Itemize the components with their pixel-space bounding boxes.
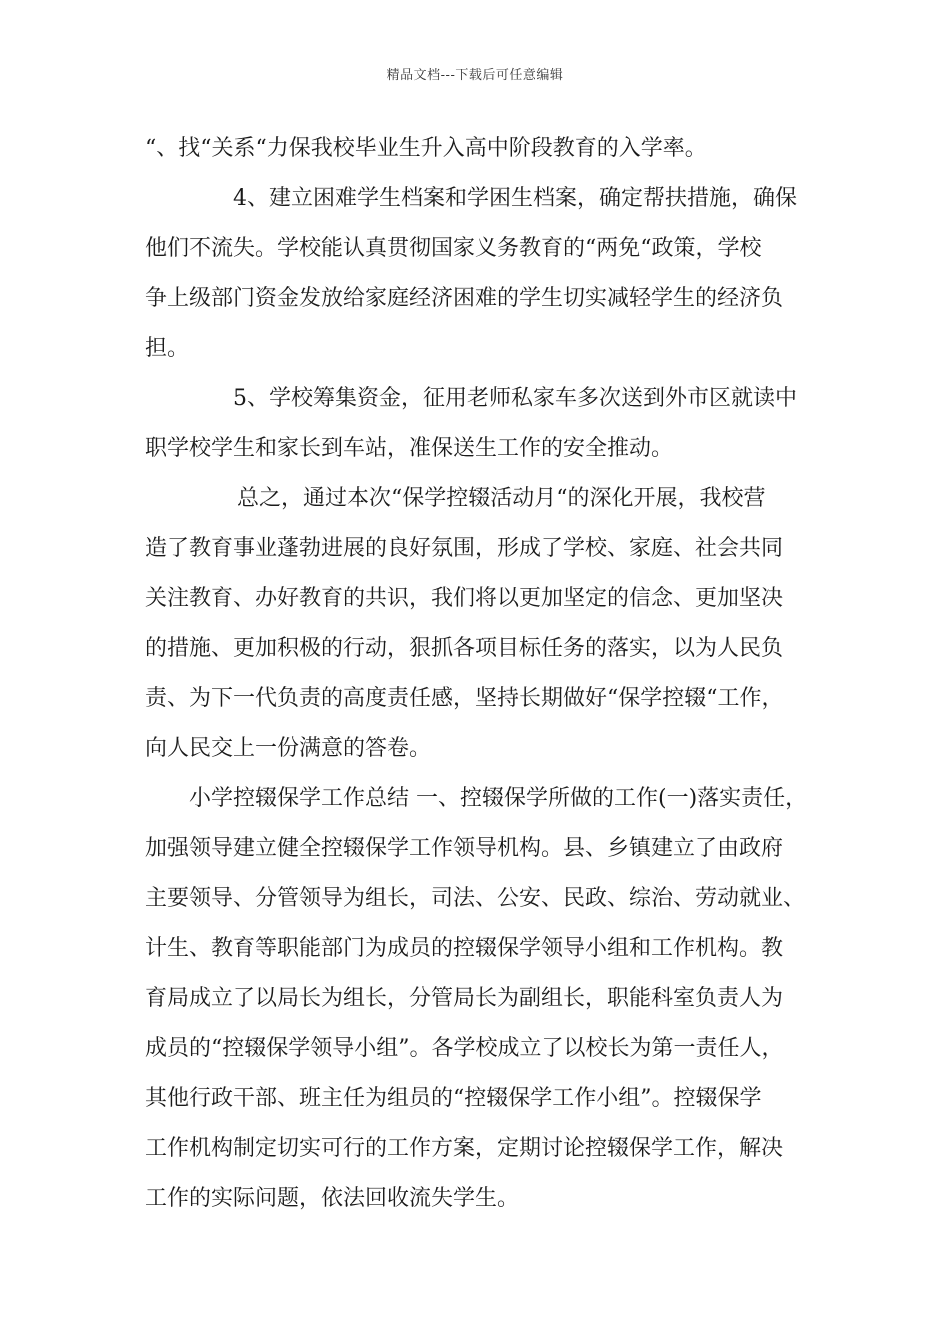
text-line: 小学控辍保学工作总结 一、控辍保学所做的工作(一)落实责任， <box>189 786 808 811</box>
text-line: 责、为下一代负责的高度责任感，坚持长期做好“保学控辍“工作， <box>145 686 784 711</box>
text-line: 造了教育事业蓬勃进展的良好氛围，形成了学校、家庭、社会共同 <box>145 536 784 561</box>
text-line: 工作的实际问题，依法回收流失学生。 <box>145 1186 520 1211</box>
text-line: 职学校学生和家长到车站，准保送生工作的安全推动。 <box>145 436 674 461</box>
page-header: 精品文档---下载后可任意编辑 <box>386 68 564 83</box>
text-line: 主要领导、分管领导为组长，司法、公安、民政、综治、劳动就业、 <box>145 886 806 911</box>
text-line: 的措施、更加积极的行动，狠抓各项目标任务的落实，以为人民负 <box>145 636 784 661</box>
text-line: “、找“关系“力保我校毕业生升入高中阶段教育的入学率。 <box>145 136 707 161</box>
text-line: 担。 <box>145 336 190 361</box>
document-body <box>145 124 823 1224</box>
text-line: 成员的“控辍保学领导小组”。各学校成立了以校长为第一责任人， <box>145 1036 784 1061</box>
text-line: 加强领导建立健全控辍保学工作领导机构。县、乡镇建立了由政府 <box>145 836 784 861</box>
text-line: 工作机构制定切实可行的工作方案，定期讨论控辍保学工作，解决 <box>145 1136 784 1161</box>
text-line: 育局成立了以局长为组长，分管局长为副组长，职能科室负责人为 <box>145 986 784 1011</box>
text-line: 争上级部门资金发放给家庭经济困难的学生切实减轻学生的经济负 <box>145 286 784 311</box>
text-line: 4、建立困难学生档案和学困生档案，确定帮扶措施，确保 <box>233 186 797 211</box>
text-line: 计生、教育等职能部门为成员的控辍保学领导小组和工作机构。教 <box>145 936 784 961</box>
text-line: 他们不流失。学校能认真贯彻国家义务教育的“两免“政策，学校 <box>145 236 762 261</box>
text-line: 总之，通过本次“保学控辍活动月“的深化开展，我校营 <box>237 486 766 511</box>
text-line: 其他行政干部、班主任为组员的“控辍保学工作小组”。控辍保学 <box>145 1086 762 1111</box>
text-line: 5、学校筹集资金，征用老师私家车多次送到外市区就读中 <box>233 386 797 411</box>
text-line: 关注教育、办好教育的共识，我们将以更加坚定的信念、更加坚决 <box>145 586 784 611</box>
text-line: 向人民交上一份满意的答卷。 <box>145 736 432 761</box>
